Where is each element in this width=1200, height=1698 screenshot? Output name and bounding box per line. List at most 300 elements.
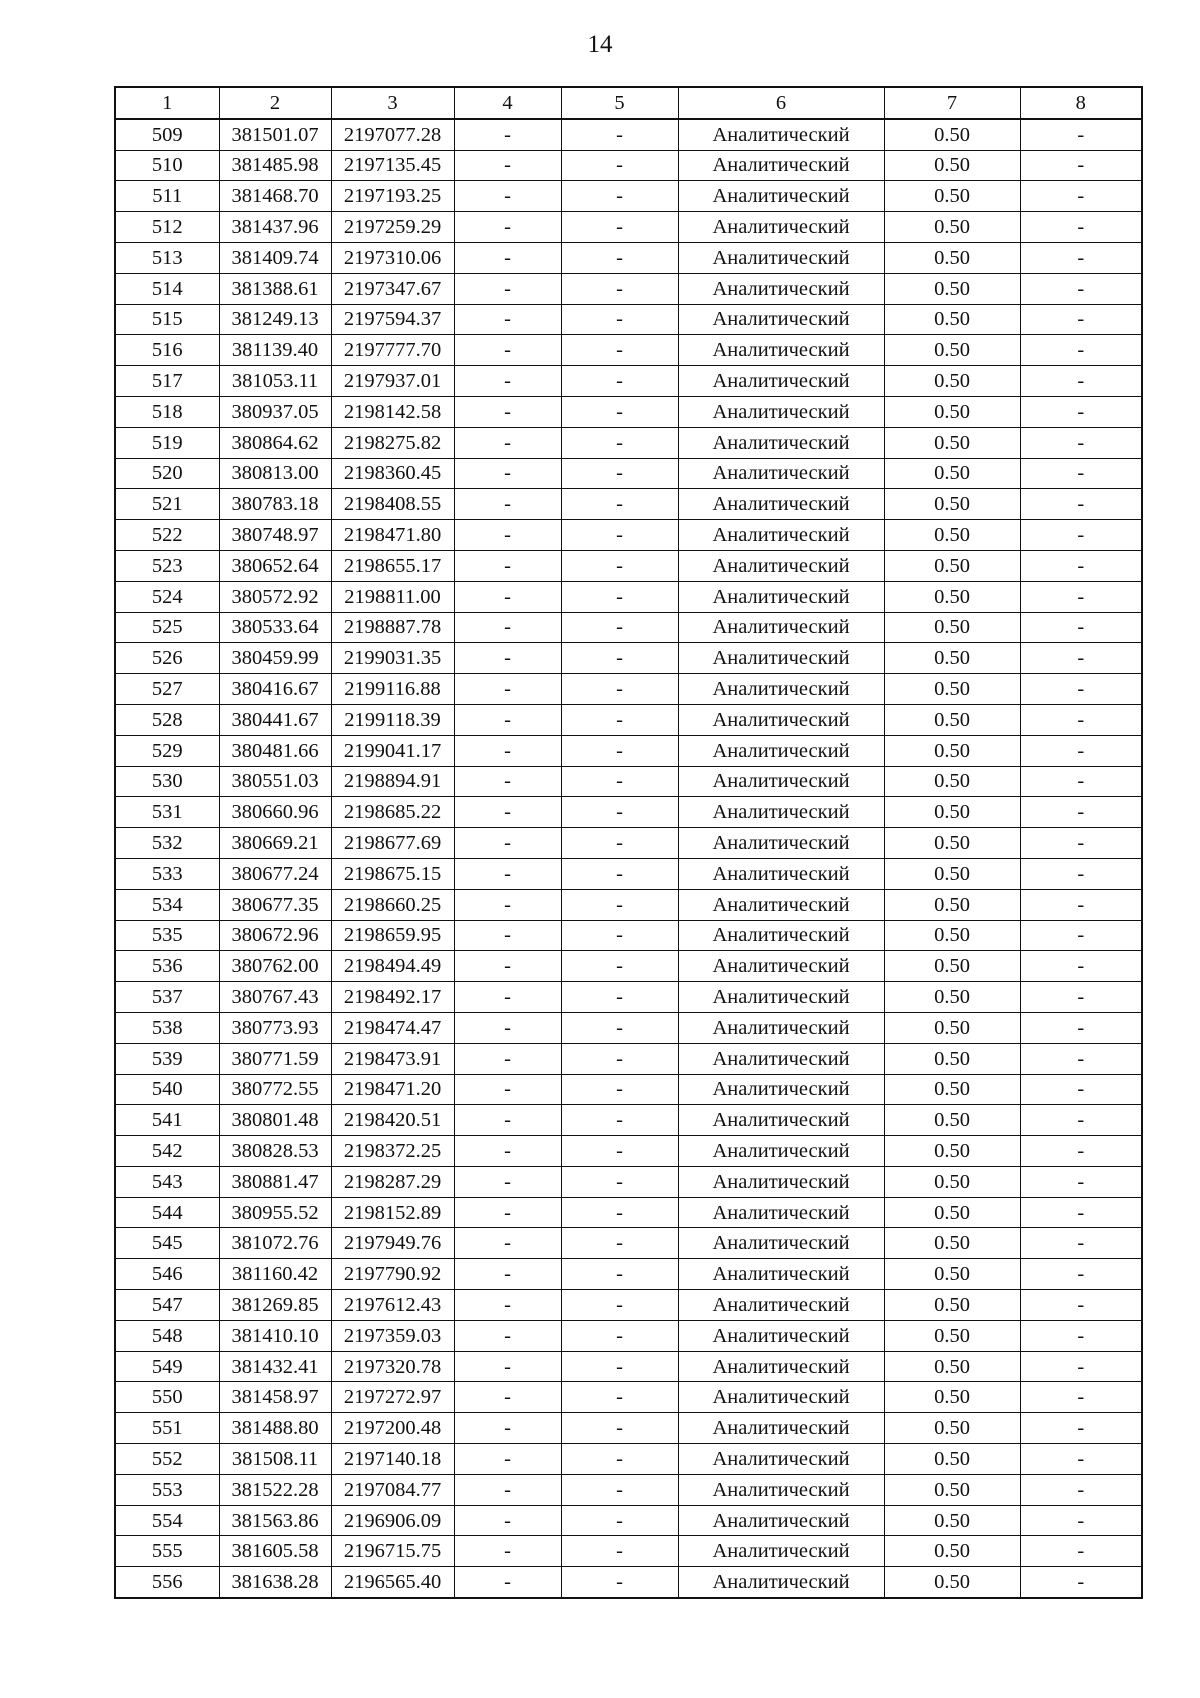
table-row	[115, 1228, 1142, 1259]
point-number-cell: 547	[115, 1290, 219, 1321]
method-cell: Аналитический	[678, 858, 884, 889]
x-coordinate-cell: 380937.05	[219, 396, 331, 427]
x-coordinate-cell: 380572.92	[219, 581, 331, 612]
col4-cell: -	[454, 1567, 561, 1598]
column-header-5: 5	[561, 87, 678, 119]
col4-cell: -	[454, 304, 561, 335]
col4-cell: -	[454, 1474, 561, 1505]
col5-cell: -	[561, 1320, 678, 1351]
x-coordinate-cell: 380672.96	[219, 920, 331, 951]
y-coordinate-cell: 2198677.69	[331, 828, 454, 859]
table-row	[115, 1259, 1142, 1290]
table-row	[115, 1320, 1142, 1351]
table-row	[115, 1444, 1142, 1475]
col5-cell: -	[561, 427, 678, 458]
table-body	[115, 119, 1142, 1598]
x-coordinate-cell: 381072.76	[219, 1228, 331, 1259]
col5-cell: -	[561, 581, 678, 612]
col4-cell: -	[454, 766, 561, 797]
point-number-cell: 549	[115, 1351, 219, 1382]
y-coordinate-cell: 2197259.29	[331, 212, 454, 243]
method-cell: Аналитический	[678, 1567, 884, 1598]
method-cell: Аналитический	[678, 1382, 884, 1413]
y-coordinate-cell: 2197272.97	[331, 1382, 454, 1413]
method-cell: Аналитический	[678, 1136, 884, 1167]
col5-cell: -	[561, 1012, 678, 1043]
col8-cell: -	[1020, 828, 1142, 859]
col4-cell: -	[454, 366, 561, 397]
point-number-cell: 520	[115, 458, 219, 489]
x-coordinate-cell: 380748.97	[219, 520, 331, 551]
accuracy-cell: 0.50	[884, 119, 1020, 150]
col8-cell: -	[1020, 1166, 1142, 1197]
point-number-cell: 540	[115, 1074, 219, 1105]
x-coordinate-cell: 380767.43	[219, 982, 331, 1013]
x-coordinate-cell: 381563.86	[219, 1505, 331, 1536]
col8-cell: -	[1020, 1228, 1142, 1259]
col8-cell: -	[1020, 1105, 1142, 1136]
col8-cell: -	[1020, 1043, 1142, 1074]
x-coordinate-cell: 381249.13	[219, 304, 331, 335]
col5-cell: -	[561, 858, 678, 889]
table-row	[115, 1012, 1142, 1043]
col5-cell: -	[561, 1382, 678, 1413]
point-number-cell: 530	[115, 766, 219, 797]
col8-cell: -	[1020, 304, 1142, 335]
accuracy-cell: 0.50	[884, 520, 1020, 551]
y-coordinate-cell: 2198660.25	[331, 889, 454, 920]
accuracy-cell: 0.50	[884, 489, 1020, 520]
col5-cell: -	[561, 828, 678, 859]
y-coordinate-cell: 2198473.91	[331, 1043, 454, 1074]
method-cell: Аналитический	[678, 1444, 884, 1475]
y-coordinate-cell: 2198492.17	[331, 982, 454, 1013]
col5-cell: -	[561, 1197, 678, 1228]
accuracy-cell: 0.50	[884, 982, 1020, 1013]
col8-cell: -	[1020, 735, 1142, 766]
point-number-cell: 521	[115, 489, 219, 520]
col4-cell: -	[454, 335, 561, 366]
x-coordinate-cell: 381053.11	[219, 366, 331, 397]
y-coordinate-cell: 2198287.29	[331, 1166, 454, 1197]
table-row	[115, 273, 1142, 304]
point-number-cell: 539	[115, 1043, 219, 1074]
col8-cell: -	[1020, 797, 1142, 828]
table-row	[115, 1413, 1142, 1444]
x-coordinate-cell: 381409.74	[219, 242, 331, 273]
accuracy-cell: 0.50	[884, 797, 1020, 828]
col8-cell: -	[1020, 366, 1142, 397]
col8-cell: -	[1020, 704, 1142, 735]
method-cell: Аналитический	[678, 704, 884, 735]
point-number-cell: 556	[115, 1567, 219, 1598]
col5-cell: -	[561, 1474, 678, 1505]
x-coordinate-cell: 380416.67	[219, 674, 331, 705]
method-cell: Аналитический	[678, 674, 884, 705]
y-coordinate-cell: 2197347.67	[331, 273, 454, 304]
table-row	[115, 335, 1142, 366]
table-row	[115, 920, 1142, 951]
col4-cell: -	[454, 951, 561, 982]
column-header-2: 2	[219, 87, 331, 119]
y-coordinate-cell: 2198685.22	[331, 797, 454, 828]
point-number-cell: 519	[115, 427, 219, 458]
col5-cell: -	[561, 889, 678, 920]
col5-cell: -	[561, 920, 678, 951]
accuracy-cell: 0.50	[884, 1166, 1020, 1197]
accuracy-cell: 0.50	[884, 1290, 1020, 1321]
point-number-cell: 550	[115, 1382, 219, 1413]
col5-cell: -	[561, 366, 678, 397]
column-header-6: 6	[678, 87, 884, 119]
col5-cell: -	[561, 674, 678, 705]
col8-cell: -	[1020, 150, 1142, 181]
method-cell: Аналитический	[678, 920, 884, 951]
accuracy-cell: 0.50	[884, 643, 1020, 674]
col8-cell: -	[1020, 1136, 1142, 1167]
method-cell: Аналитический	[678, 766, 884, 797]
point-number-cell: 515	[115, 304, 219, 335]
col4-cell: -	[454, 982, 561, 1013]
y-coordinate-cell: 2197200.48	[331, 1413, 454, 1444]
col5-cell: -	[561, 1228, 678, 1259]
y-coordinate-cell: 2197084.77	[331, 1474, 454, 1505]
method-cell: Аналитический	[678, 304, 884, 335]
point-number-cell: 512	[115, 212, 219, 243]
accuracy-cell: 0.50	[884, 366, 1020, 397]
x-coordinate-cell: 381160.42	[219, 1259, 331, 1290]
table-row	[115, 427, 1142, 458]
x-coordinate-cell: 380481.66	[219, 735, 331, 766]
col4-cell: -	[454, 643, 561, 674]
col8-cell: -	[1020, 766, 1142, 797]
point-number-cell: 553	[115, 1474, 219, 1505]
col8-cell: -	[1020, 1444, 1142, 1475]
table-row	[115, 828, 1142, 859]
accuracy-cell: 0.50	[884, 1474, 1020, 1505]
table-row	[115, 704, 1142, 735]
col5-cell: -	[561, 335, 678, 366]
col5-cell: -	[561, 1043, 678, 1074]
x-coordinate-cell: 380881.47	[219, 1166, 331, 1197]
accuracy-cell: 0.50	[884, 1259, 1020, 1290]
method-cell: Аналитический	[678, 735, 884, 766]
y-coordinate-cell: 2197790.92	[331, 1259, 454, 1290]
col8-cell: -	[1020, 612, 1142, 643]
method-cell: Аналитический	[678, 458, 884, 489]
method-cell: Аналитический	[678, 1474, 884, 1505]
table-row	[115, 581, 1142, 612]
table-row	[115, 458, 1142, 489]
point-number-cell: 522	[115, 520, 219, 551]
col5-cell: -	[561, 1074, 678, 1105]
method-cell: Аналитический	[678, 366, 884, 397]
table-row	[115, 489, 1142, 520]
table-row	[115, 643, 1142, 674]
method-cell: Аналитический	[678, 335, 884, 366]
col8-cell: -	[1020, 1536, 1142, 1567]
y-coordinate-cell: 2198655.17	[331, 550, 454, 581]
col4-cell: -	[454, 520, 561, 551]
accuracy-cell: 0.50	[884, 150, 1020, 181]
col8-cell: -	[1020, 674, 1142, 705]
table-row	[115, 1351, 1142, 1382]
col4-cell: -	[454, 920, 561, 951]
table-row	[115, 1043, 1142, 1074]
table-row	[115, 366, 1142, 397]
col8-cell: -	[1020, 1074, 1142, 1105]
page-number: 14	[587, 31, 613, 58]
col5-cell: -	[561, 1351, 678, 1382]
point-number-cell: 544	[115, 1197, 219, 1228]
col8-cell: -	[1020, 520, 1142, 551]
col4-cell: -	[454, 396, 561, 427]
accuracy-cell: 0.50	[884, 704, 1020, 735]
method-cell: Аналитический	[678, 1166, 884, 1197]
method-cell: Аналитический	[678, 797, 884, 828]
col5-cell: -	[561, 982, 678, 1013]
col4-cell: -	[454, 1505, 561, 1536]
accuracy-cell: 0.50	[884, 1444, 1020, 1475]
point-number-cell: 533	[115, 858, 219, 889]
x-coordinate-cell: 381139.40	[219, 335, 331, 366]
y-coordinate-cell: 2198675.15	[331, 858, 454, 889]
accuracy-cell: 0.50	[884, 304, 1020, 335]
y-coordinate-cell: 2198811.00	[331, 581, 454, 612]
x-coordinate-cell: 380669.21	[219, 828, 331, 859]
accuracy-cell: 0.50	[884, 951, 1020, 982]
col4-cell: -	[454, 550, 561, 581]
table-row	[115, 1505, 1142, 1536]
col4-cell: -	[454, 581, 561, 612]
method-cell: Аналитический	[678, 150, 884, 181]
accuracy-cell: 0.50	[884, 458, 1020, 489]
y-coordinate-cell: 2197077.28	[331, 119, 454, 150]
y-coordinate-cell: 2197320.78	[331, 1351, 454, 1382]
col4-cell: -	[454, 1197, 561, 1228]
point-number-cell: 527	[115, 674, 219, 705]
col8-cell: -	[1020, 1351, 1142, 1382]
point-number-cell: 517	[115, 366, 219, 397]
col8-cell: -	[1020, 1320, 1142, 1351]
column-header-8: 8	[1020, 87, 1142, 119]
method-cell: Аналитический	[678, 643, 884, 674]
method-cell: Аналитический	[678, 1259, 884, 1290]
method-cell: Аналитический	[678, 489, 884, 520]
method-cell: Аналитический	[678, 1351, 884, 1382]
table-row	[115, 612, 1142, 643]
col8-cell: -	[1020, 458, 1142, 489]
col4-cell: -	[454, 1536, 561, 1567]
x-coordinate-cell: 380762.00	[219, 951, 331, 982]
table-row	[115, 951, 1142, 982]
y-coordinate-cell: 2198372.25	[331, 1136, 454, 1167]
accuracy-cell: 0.50	[884, 920, 1020, 951]
accuracy-cell: 0.50	[884, 1074, 1020, 1105]
point-number-cell: 529	[115, 735, 219, 766]
y-coordinate-cell: 2196906.09	[331, 1505, 454, 1536]
method-cell: Аналитический	[678, 1012, 884, 1043]
col5-cell: -	[561, 489, 678, 520]
col5-cell: -	[561, 1567, 678, 1598]
x-coordinate-cell: 380533.64	[219, 612, 331, 643]
table-row	[115, 982, 1142, 1013]
col5-cell: -	[561, 150, 678, 181]
col5-cell: -	[561, 181, 678, 212]
method-cell: Аналитический	[678, 951, 884, 982]
point-number-cell: 537	[115, 982, 219, 1013]
col5-cell: -	[561, 797, 678, 828]
x-coordinate-cell: 381488.80	[219, 1413, 331, 1444]
accuracy-cell: 0.50	[884, 581, 1020, 612]
accuracy-cell: 0.50	[884, 212, 1020, 243]
y-coordinate-cell: 2198659.95	[331, 920, 454, 951]
method-cell: Аналитический	[678, 1505, 884, 1536]
point-number-cell: 524	[115, 581, 219, 612]
x-coordinate-cell: 381485.98	[219, 150, 331, 181]
col8-cell: -	[1020, 335, 1142, 366]
accuracy-cell: 0.50	[884, 1413, 1020, 1444]
y-coordinate-cell: 2198360.45	[331, 458, 454, 489]
accuracy-cell: 0.50	[884, 1043, 1020, 1074]
table-row	[115, 1105, 1142, 1136]
table-row	[115, 797, 1142, 828]
col8-cell: -	[1020, 1413, 1142, 1444]
y-coordinate-cell: 2196715.75	[331, 1536, 454, 1567]
method-cell: Аналитический	[678, 427, 884, 458]
y-coordinate-cell: 2198420.51	[331, 1105, 454, 1136]
accuracy-cell: 0.50	[884, 1228, 1020, 1259]
table-row	[115, 1197, 1142, 1228]
x-coordinate-cell: 381388.61	[219, 273, 331, 304]
point-number-cell: 532	[115, 828, 219, 859]
col4-cell: -	[454, 612, 561, 643]
col5-cell: -	[561, 1290, 678, 1321]
table-row	[115, 1136, 1142, 1167]
table-row	[115, 889, 1142, 920]
table-row	[115, 1166, 1142, 1197]
accuracy-cell: 0.50	[884, 1197, 1020, 1228]
accuracy-cell: 0.50	[884, 273, 1020, 304]
col4-cell: -	[454, 1290, 561, 1321]
col8-cell: -	[1020, 858, 1142, 889]
col4-cell: -	[454, 1320, 561, 1351]
point-number-cell: 541	[115, 1105, 219, 1136]
table-row	[115, 396, 1142, 427]
accuracy-cell: 0.50	[884, 550, 1020, 581]
method-cell: Аналитический	[678, 1413, 884, 1444]
x-coordinate-cell: 381638.28	[219, 1567, 331, 1598]
accuracy-cell: 0.50	[884, 396, 1020, 427]
col4-cell: -	[454, 1166, 561, 1197]
method-cell: Аналитический	[678, 1228, 884, 1259]
col4-cell: -	[454, 797, 561, 828]
x-coordinate-cell: 381605.58	[219, 1536, 331, 1567]
col5-cell: -	[561, 304, 678, 335]
col4-cell: -	[454, 1444, 561, 1475]
x-coordinate-cell: 381269.85	[219, 1290, 331, 1321]
method-cell: Аналитический	[678, 396, 884, 427]
table-row	[115, 550, 1142, 581]
col4-cell: -	[454, 1351, 561, 1382]
col4-cell: -	[454, 1382, 561, 1413]
col8-cell: -	[1020, 1290, 1142, 1321]
method-cell: Аналитический	[678, 1290, 884, 1321]
method-cell: Аналитический	[678, 119, 884, 150]
point-number-cell: 548	[115, 1320, 219, 1351]
method-cell: Аналитический	[678, 1074, 884, 1105]
col8-cell: -	[1020, 119, 1142, 150]
y-coordinate-cell: 2198471.20	[331, 1074, 454, 1105]
method-cell: Аналитический	[678, 889, 884, 920]
method-cell: Аналитический	[678, 1197, 884, 1228]
x-coordinate-cell: 381501.07	[219, 119, 331, 150]
method-cell: Аналитический	[678, 273, 884, 304]
col4-cell: -	[454, 704, 561, 735]
col8-cell: -	[1020, 920, 1142, 951]
table-row	[115, 1474, 1142, 1505]
y-coordinate-cell: 2197612.43	[331, 1290, 454, 1321]
accuracy-cell: 0.50	[884, 242, 1020, 273]
table-row	[115, 766, 1142, 797]
col8-cell: -	[1020, 1012, 1142, 1043]
accuracy-cell: 0.50	[884, 1536, 1020, 1567]
y-coordinate-cell: 2198887.78	[331, 612, 454, 643]
col5-cell: -	[561, 520, 678, 551]
accuracy-cell: 0.50	[884, 427, 1020, 458]
col5-cell: -	[561, 951, 678, 982]
table-row	[115, 674, 1142, 705]
col8-cell: -	[1020, 396, 1142, 427]
col4-cell: -	[454, 427, 561, 458]
x-coordinate-cell: 380677.24	[219, 858, 331, 889]
method-cell: Аналитический	[678, 242, 884, 273]
col4-cell: -	[454, 674, 561, 705]
col8-cell: -	[1020, 489, 1142, 520]
coordinates-table	[114, 86, 1143, 1599]
table-row	[115, 1536, 1142, 1567]
col8-cell: -	[1020, 643, 1142, 674]
x-coordinate-cell: 380652.64	[219, 550, 331, 581]
col5-cell: -	[561, 242, 678, 273]
y-coordinate-cell: 2197140.18	[331, 1444, 454, 1475]
accuracy-cell: 0.50	[884, 1320, 1020, 1351]
y-coordinate-cell: 2199041.17	[331, 735, 454, 766]
col5-cell: -	[561, 1136, 678, 1167]
method-cell: Аналитический	[678, 1105, 884, 1136]
col4-cell: -	[454, 889, 561, 920]
accuracy-cell: 0.50	[884, 1382, 1020, 1413]
y-coordinate-cell: 2198275.82	[331, 427, 454, 458]
col4-cell: -	[454, 119, 561, 150]
col5-cell: -	[561, 550, 678, 581]
y-coordinate-cell: 2197777.70	[331, 335, 454, 366]
col4-cell: -	[454, 150, 561, 181]
x-coordinate-cell: 380551.03	[219, 766, 331, 797]
point-number-cell: 528	[115, 704, 219, 735]
y-coordinate-cell: 2198152.89	[331, 1197, 454, 1228]
col4-cell: -	[454, 1413, 561, 1444]
method-cell: Аналитический	[678, 1320, 884, 1351]
method-cell: Аналитический	[678, 1043, 884, 1074]
x-coordinate-cell: 380828.53	[219, 1136, 331, 1167]
col8-cell: -	[1020, 1567, 1142, 1598]
method-cell: Аналитический	[678, 581, 884, 612]
x-coordinate-cell: 381432.41	[219, 1351, 331, 1382]
col4-cell: -	[454, 1043, 561, 1074]
y-coordinate-cell: 2197594.37	[331, 304, 454, 335]
method-cell: Аналитический	[678, 550, 884, 581]
